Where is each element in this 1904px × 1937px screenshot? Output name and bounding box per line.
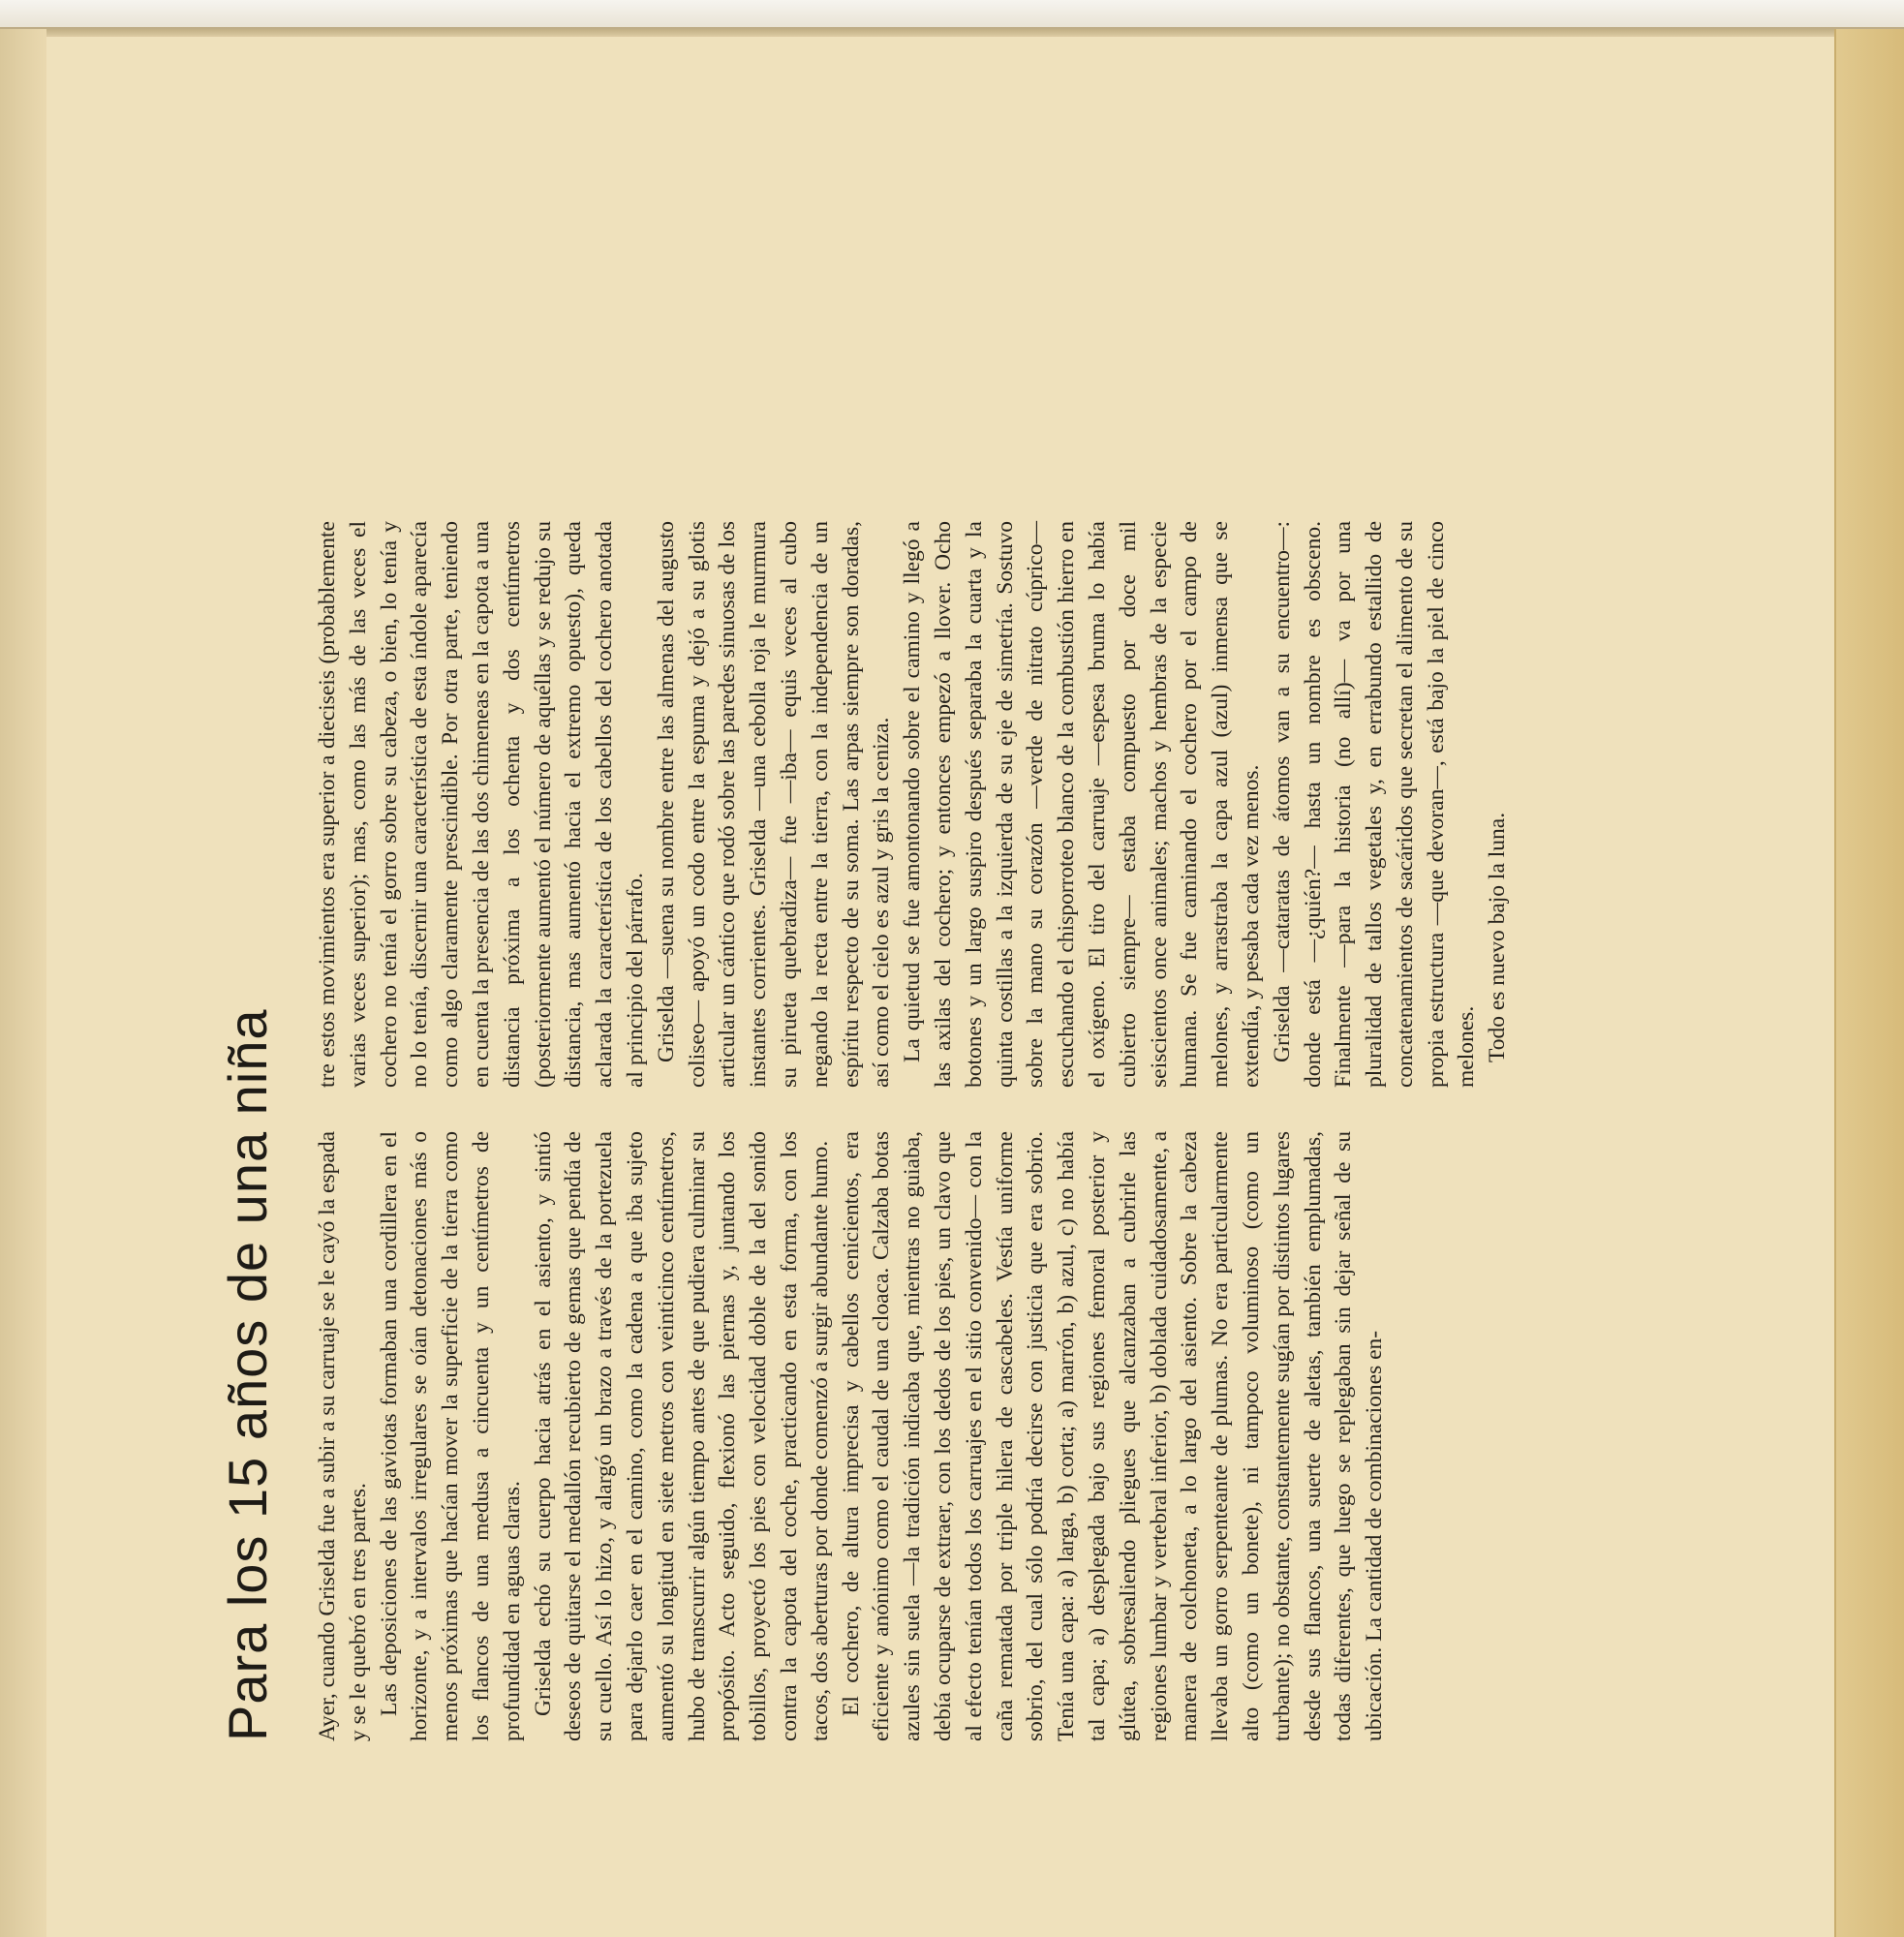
paragraph: Griselda —suena su nombre entre las almenas del augusto coliseo— apoyó un codo entre la espuma y dejó a su glotis articular un cántico que rodó sobre las paredes sinuosas de los instantes corrientes. Griselda —una cebolla roja le murmura su pirueta quebradiza— fue —iba— equis veces al cubo negando la recta entre la tierra, con la independencia de un espíritu respecto de su soma. Las arpas siempre son doradas, así como el cielo es azul y gris la ceniza.: [653, 521, 895, 1088]
paragraph: La quietud se fue amontonando sobre el camino y llegó a las axilas del cochero; y entonces empezó a llover. Ocho botones y un largo suspiro después separaba la cuarta y la quinta costillas a la izquierda de su eje de simetría. Sostuvo sobre la mano su corazón —verde de nitrato cúprico— escuchando el chisporroteo blanco de la combustión hierro en el oxígeno. El tiro del carruaje —espesa bruma lo había cubierto siempre— estaba compuesto por doce mil seiscientos once animales; machos y hembras de la especie humana. Se fue caminando el cochero por el campo de melones, y arrastraba la capa azul (azul) inmensa que se extendía, y pesaba cada vez menos.: [900, 521, 1264, 1088]
rotated-article: [216, 521, 1688, 1741]
page-left-edge: [0, 29, 46, 1937]
text-column-right: [313, 521, 1514, 1088]
paragraph: Todo es nuevo bajo la luna.: [1485, 812, 1511, 1062]
paragraph: Griselda —cataratas de átomos van a su encuentro—: donde está —¿quién?— hasta un nombre es obsceno. Finalmente —para la historia (no allí)— va por una pluralidad de tallos vegetales y, en errabundo estallido de concatenamientos de sacáridos que secretan el alimento de su propia estructura —que devoran—, está bajo la piel de cinco melones.: [1269, 521, 1480, 1088]
page-sheet: [46, 37, 1834, 1937]
scan-top-strip: [0, 0, 1904, 29]
paragraph: Ayer, cuando Griselda fue a subir a su carruaje se le cayó la espada y se le quebró en tres partes.: [315, 1131, 371, 1741]
paragraph: Las deposiciones de las gaviotas formaban una cordillera en el horizonte, y a intervalos irregulares se oían detonaciones más o menos próximas que hacían mover la superficie de la tierra como los flancos de una medusa a cincuenta y un centímetros de profundidad en aguas claras.: [376, 1131, 525, 1741]
paragraph: tre estos movimientos era superior a dieciseis (probablemente varias veces superior); mas, como las más de las veces el cochero no tenía el gorro sobre su cabeza, o bien, lo tenía y no lo tenía, discernir una característica de esta índole aparecía como algo claramente prescindible. Por otra parte, teniendo en cuenta la presencia de las dos chimeneas en la capota a una distancia próxima a los ochenta y dos centímetros (posteriormente aumentó el número de aquéllas y se redujo su distancia, mas aumentó hacia el extremo opuesto), queda aclarada la característica de los cabellos del cochero anotada al principio del párrafo.: [315, 521, 648, 1088]
article-title: Para los 15 años de una niña: [217, 1008, 278, 1741]
text-column-left: [313, 1131, 1391, 1741]
paragraph: Griselda echó su cuerpo hacia atrás en el asiento, y sintió deseos de quitarse el medallón recubierto de gemas que pendía de su cuello. Así lo hizo, y alargó un brazo a través de la portezuela para dejarlo caer en el camino, como la cadena a que iba sujeto aumentó su longitud en siete metros con veinticinco centímetros, hubo de transcurrir algún tiempo antes de que pudiera culminar su propósito. Acto seguido, flexionó las piernas y, juntando los tobillos, proyectó los pies con velocidad doble de la del sonido contra la capota del coche, practicando en esta forma, con los tacos, dos aberturas por donde comenzó a surgir abundante humo.: [530, 1131, 833, 1741]
paragraph: El cochero, de altura imprecisa y cabellos cenicientos, era eficiente y anónimo como el caudal de una cloaca. Calzaba botas azules sin suela —la tradición indicaba que, mientras no guiaba, debía ocuparse de extraer, con los dedos de los pies, un clavo que al efecto tenían todos los carruajes en el sitio convenido— con la caña rematada por triple hilera de cascabeles. Vestía uniforme sobrio, del cual sólo podría decirse con justicia que era sobrio. Tenía una capa: a) larga, b) corta; a) marrón, b) azul, c) no había tal capa; a) desplegada bajo sus regiones femoral posterior y glútea, sobresaliendo pliegues que alcanzaban a cubrirle las regiones lumbar y vertebral inferior, b) doblada cuidadosamente, a manera de colchoneta, a lo largo del asiento. Sobre la cabeza llevaba un gorro serpenteante de plumas. No era particularmente alto (como un bonete), ni tampoco voluminoso (como un turbante); no obstante, constantemente sugían por distintos lugares desde sus flancos, una suerte de aletas, también emplumadas, todas diferentes, que luego se replegaban sin dejar señal de su ubicación. La cantidad de combinaciones en-: [838, 1131, 1388, 1741]
binding-band: [1834, 29, 1904, 1937]
